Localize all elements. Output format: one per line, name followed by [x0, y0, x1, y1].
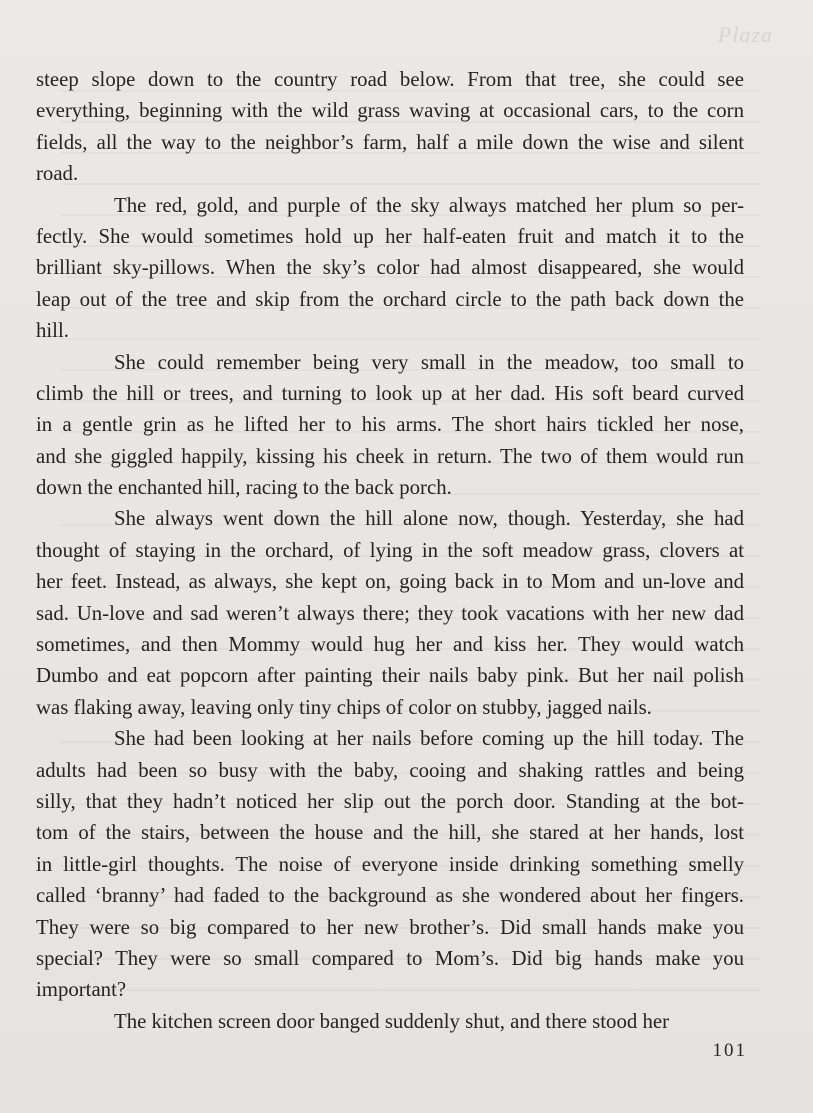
- text-line: silly, that they hadn’t noticed her slip out the porch door. Standing at the bot-: [36, 789, 744, 813]
- text-line: She always went down the hill alone now, though. Yesterday, she had: [114, 507, 744, 531]
- text-line: adults had been so busy with the baby, cooing and shaking rattles and being: [36, 758, 744, 782]
- text-line: tom of the stairs, between the house and the hill, she stared at her hands, lost: [36, 821, 744, 845]
- text-line: The red, gold, and purple of the sky always matched her plum so per-: [114, 193, 744, 217]
- text-line: in a gentle grin as he lifted her to his arms. The short hairs tickled her nose,: [36, 413, 744, 437]
- text-line: Dumbo and eat popcorn after painting their nails baby pink. But her nail polish: [36, 664, 744, 688]
- text-line: She had been looking at her nails before coming up the hill today. The: [114, 727, 744, 751]
- text-line: thought of staying in the orchard, of lying in the soft meadow grass, clovers at: [36, 538, 744, 562]
- show-through-header: Plaza: [717, 22, 773, 47]
- text-line: leap out of the tree and skip from the orchard circle to the path back down the: [36, 287, 744, 311]
- body-text: [36, 64, 744, 1037]
- text-line: and she giggled happily, kissing his cheek in return. The two of them would run: [36, 444, 744, 468]
- text-line: sometimes, and then Mommy would hug her and kiss her. They would watch: [36, 633, 744, 657]
- text-line: her feet. Instead, as always, she kept on, going back in to Mom and un-love and: [36, 570, 744, 594]
- text-line: road.: [36, 162, 79, 186]
- text-line: special? They were so small compared to Mom’s. Did big hands make you: [36, 946, 744, 970]
- text-line: The kitchen screen door banged suddenly shut, and there stood her: [114, 1009, 669, 1033]
- paragraph: [36, 723, 744, 1006]
- text-line: everything, beginning with the wild grass waving at occasional cars, to the corn: [36, 99, 744, 123]
- paragraph: [36, 64, 744, 190]
- paragraph: [36, 190, 744, 347]
- text-line: called ‘branny’ had faded to the background as she wondered about her fingers.: [36, 884, 744, 908]
- text-line: She could remember being very small in the meadow, too small to: [114, 350, 744, 374]
- text-line: important?: [36, 978, 127, 1002]
- paragraph: [36, 503, 744, 723]
- text-line: sad. Un-love and sad weren’t always there; they took vacations with her new dad: [36, 601, 744, 625]
- text-line: hill.: [36, 319, 69, 343]
- paragraph: [36, 347, 744, 504]
- text-line: down the enchanted hill, racing to the back porch.: [36, 476, 452, 500]
- text-line: fields, all the way to the neighbor’s farm, half a mile down the wise and silent: [36, 130, 744, 154]
- text-line: fectly. She would sometimes hold up her half-eaten fruit and match it to the: [36, 224, 744, 248]
- text-line: was flaking away, leaving only tiny chips of color on stubby, jagged nails.: [36, 695, 652, 719]
- text-line: in little-girl thoughts. The noise of everyone inside drinking something smelly: [36, 852, 744, 876]
- text-line: climb the hill or trees, and turning to look up at her dad. His soft beard curved: [36, 381, 744, 405]
- text-line: They were so big compared to her new brother’s. Did small hands make you: [36, 915, 744, 939]
- text-line: brilliant sky-pillows. When the sky’s color had almost disappeared, she would: [36, 256, 744, 280]
- text-line: steep slope down to the country road below. From that tree, she could see: [36, 68, 744, 91]
- page-number: 101: [712, 1040, 747, 1061]
- paragraph: [36, 1006, 744, 1037]
